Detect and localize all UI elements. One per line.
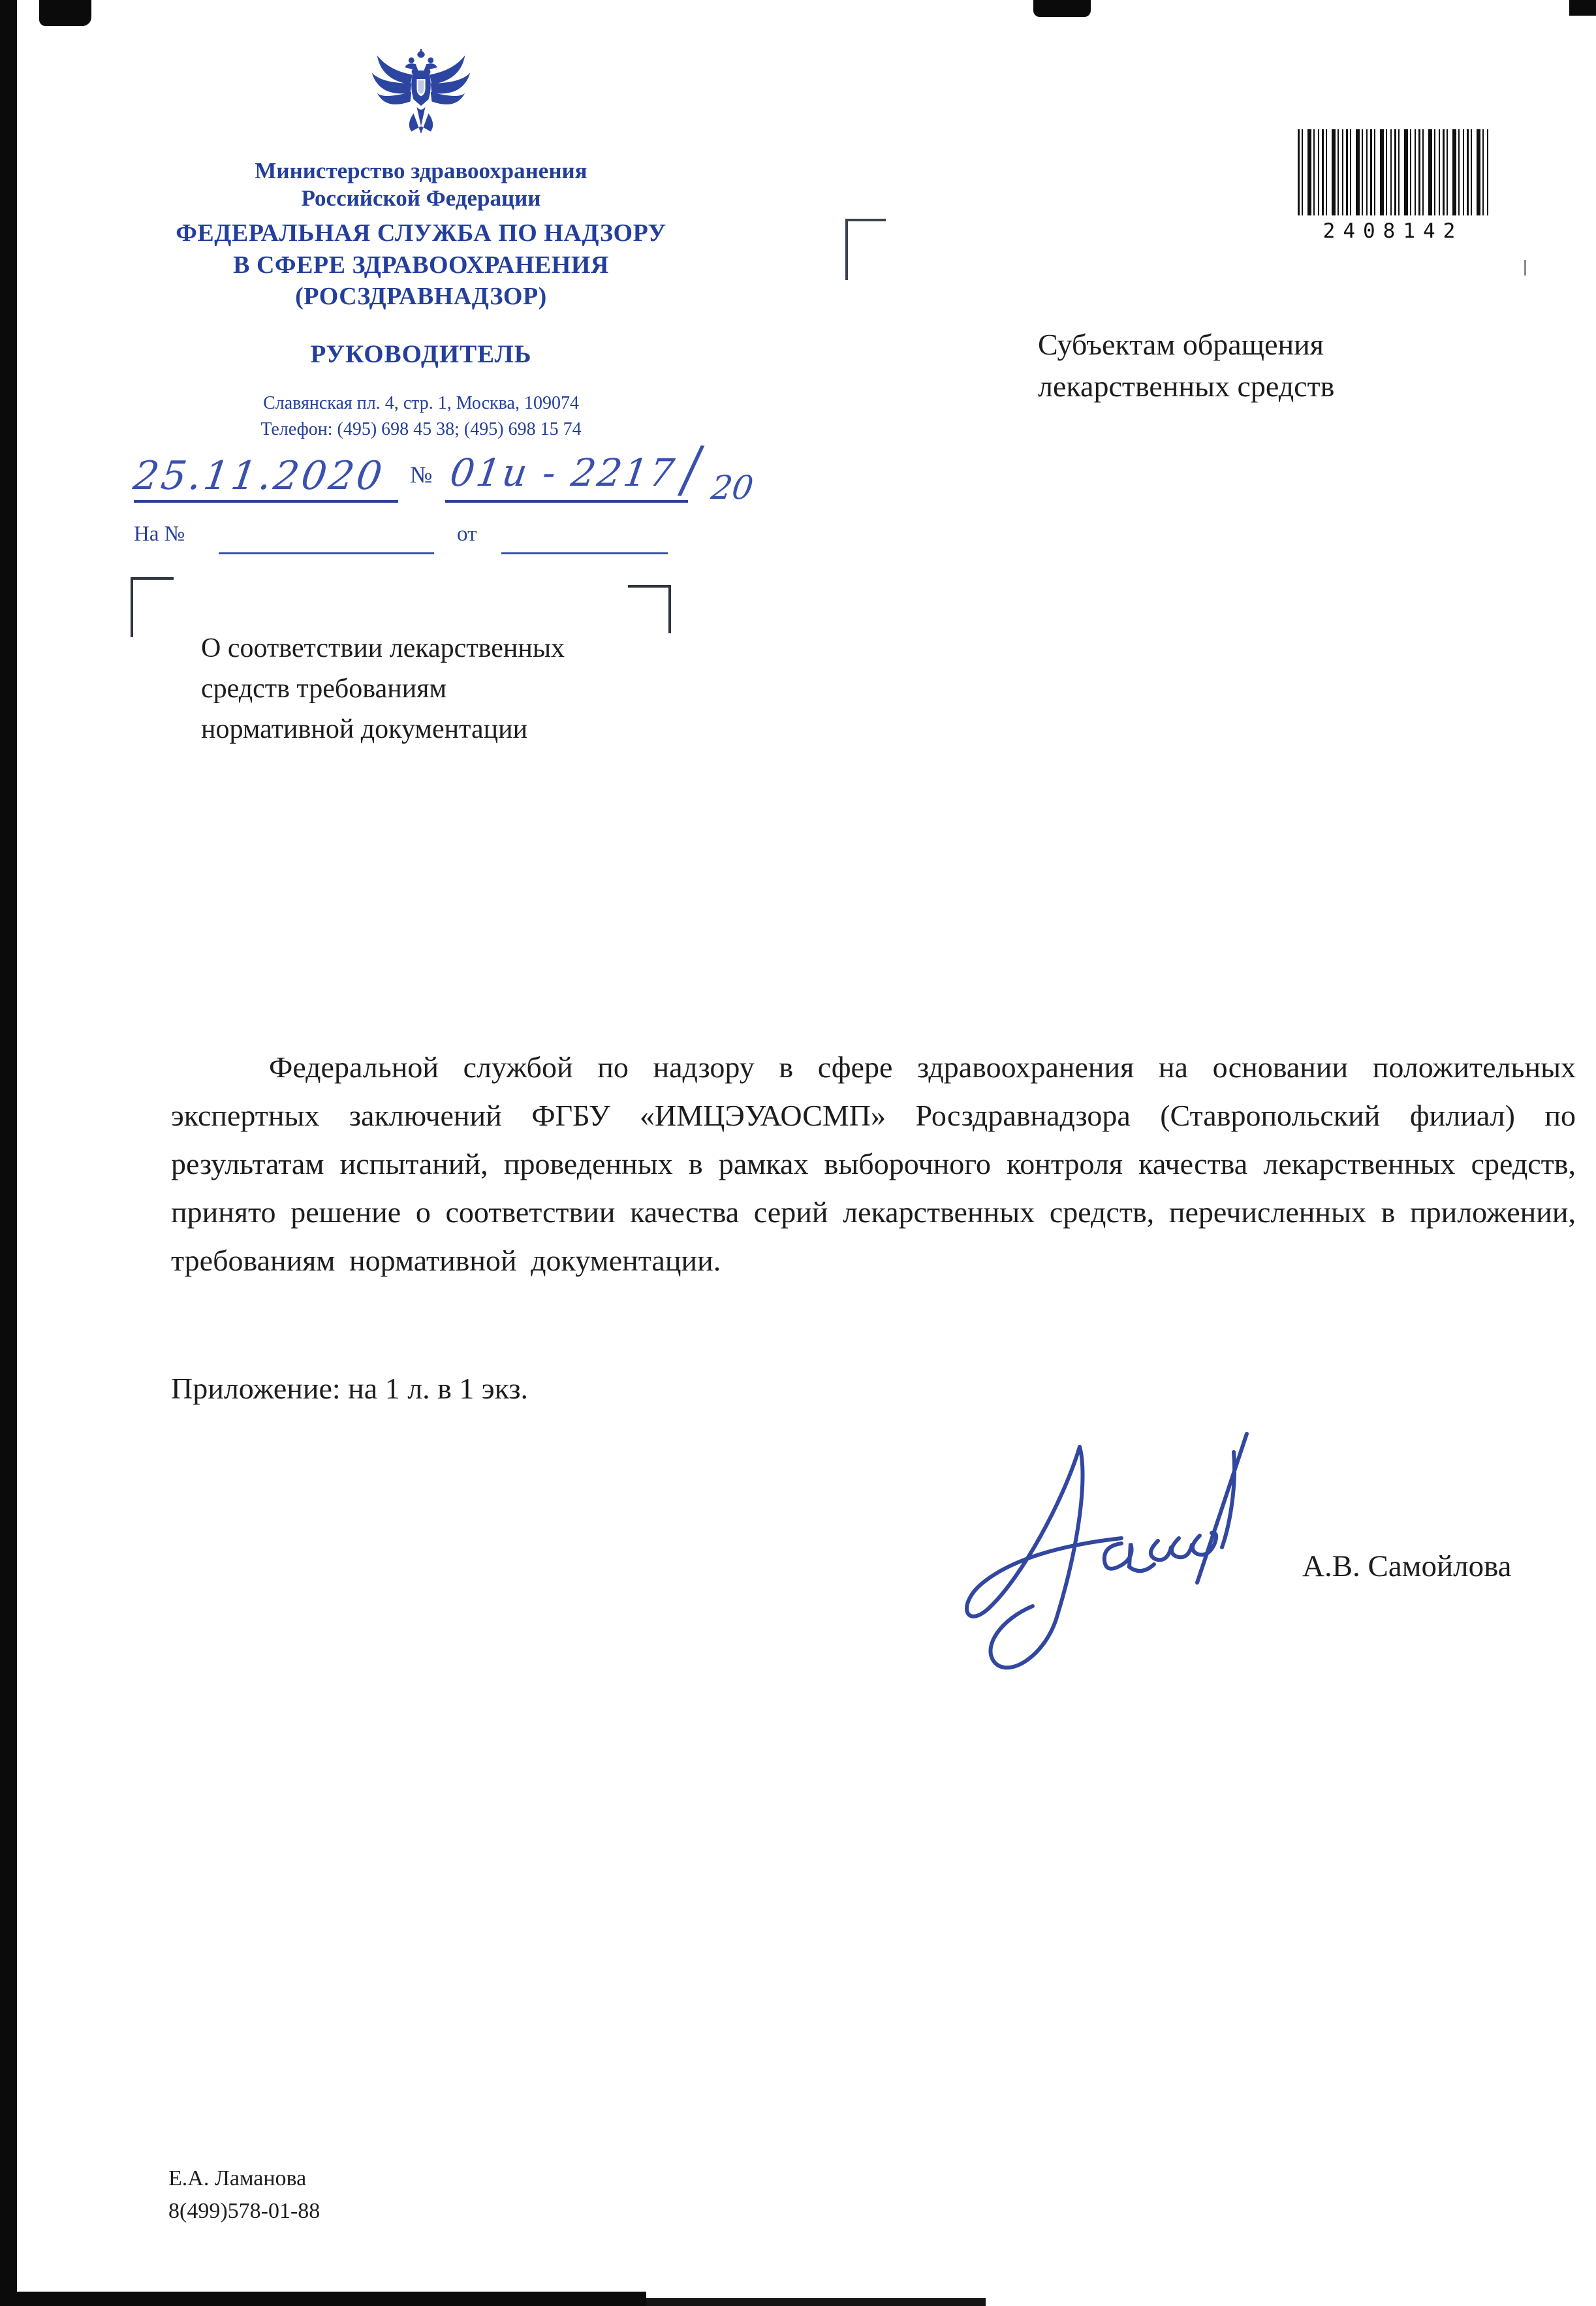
barcode-number: 2408142 bbox=[1322, 219, 1463, 243]
scan-bottom-artifact bbox=[646, 2298, 986, 2306]
role-title: РУКОВОДИТЕЛЬ bbox=[310, 340, 532, 368]
number-underline bbox=[445, 500, 688, 503]
subject-line1: О соответствии лекарственных bbox=[201, 633, 565, 663]
ot-label: от bbox=[457, 522, 477, 546]
letterhead-address: Славянская пл. 4, стр. 1, Москва, 109074 bbox=[263, 393, 579, 413]
body-paragraph: Федеральной службой по надзору в сфере здравоохранения на основании положительных экспертных заключений ФГБУ «ИМЦЭУАОСМП» Росздравнадзора (Ставропольский филиал) по результатам испытаний, проведенных в рамках выборочного контроля качества лекарственных средств, принято решение о соответствии качества серий лекарственных средств, перечисленных в приложении, требованиям нормативной документации. bbox=[171, 1050, 1576, 1277]
na-number-blank-line bbox=[219, 552, 434, 554]
coat-of-arms-emblem bbox=[368, 39, 475, 155]
subject-line2: средств требованиям bbox=[201, 674, 447, 704]
barcode bbox=[1298, 129, 1488, 215]
na-number-label: На № bbox=[134, 522, 185, 546]
service-name-line3: (РОСЗДРАВНАДЗОР) bbox=[295, 283, 547, 310]
attachment-line: Приложение: на 1 л. в 1 экз. bbox=[171, 1372, 529, 1405]
handwritten-number: 01и - 2217 bbox=[447, 450, 680, 495]
letterhead-phone: Телефон: (495) 698 45 38; (495) 698 15 74 bbox=[260, 419, 582, 439]
date-underline bbox=[134, 500, 398, 503]
recipient-corner-mark bbox=[845, 219, 886, 280]
executor-block bbox=[168, 2162, 320, 2228]
service-name-line2: В СФЕРЕ ЗДРАВООХРАНЕНИЯ bbox=[233, 251, 609, 279]
subject-corner-mark-left bbox=[131, 577, 174, 637]
double-headed-eagle-icon bbox=[368, 39, 475, 155]
executor-phone: 8(499)578-01-88 bbox=[168, 2199, 321, 2223]
scan-tick-artifact bbox=[1524, 260, 1526, 276]
subject-block bbox=[201, 628, 565, 750]
scan-edge-artifact bbox=[0, 0, 17, 2306]
handwritten-number-suffix: 20 bbox=[708, 469, 756, 507]
subject-line3: нормативной документации bbox=[201, 714, 528, 744]
handwritten-slash: / bbox=[676, 425, 707, 514]
subject-corner-mark-right bbox=[628, 585, 671, 633]
scan-bottom-artifact bbox=[0, 2292, 646, 2306]
recipient-line1: Субъектам обращения bbox=[1038, 328, 1324, 361]
executor-name: Е.А. Ламанова bbox=[168, 2166, 307, 2190]
ot-blank-line bbox=[501, 552, 668, 554]
ministry-name-line1: Министерство здравоохранения bbox=[255, 158, 587, 183]
scan-blob-artifact bbox=[39, 0, 91, 26]
signature-ink-icon bbox=[954, 1423, 1268, 1678]
signature-autograph bbox=[954, 1423, 1268, 1678]
number-sign: № bbox=[410, 462, 433, 488]
scan-blob-artifact bbox=[1569, 0, 1596, 16]
scan-blob-artifact bbox=[1033, 0, 1091, 17]
signatory-name: А.В. Самойлова bbox=[1302, 1549, 1512, 1583]
ministry-name-line2: Российской Федерации bbox=[301, 185, 541, 211]
service-name-line1: ФЕДЕРАЛЬНАЯ СЛУЖБА ПО НАДЗОРУ bbox=[176, 219, 666, 247]
recipient-block bbox=[1038, 324, 1334, 407]
recipient-line2: лекарственных средств bbox=[1038, 370, 1335, 403]
handwritten-date: 25.11.2020 bbox=[131, 453, 388, 499]
